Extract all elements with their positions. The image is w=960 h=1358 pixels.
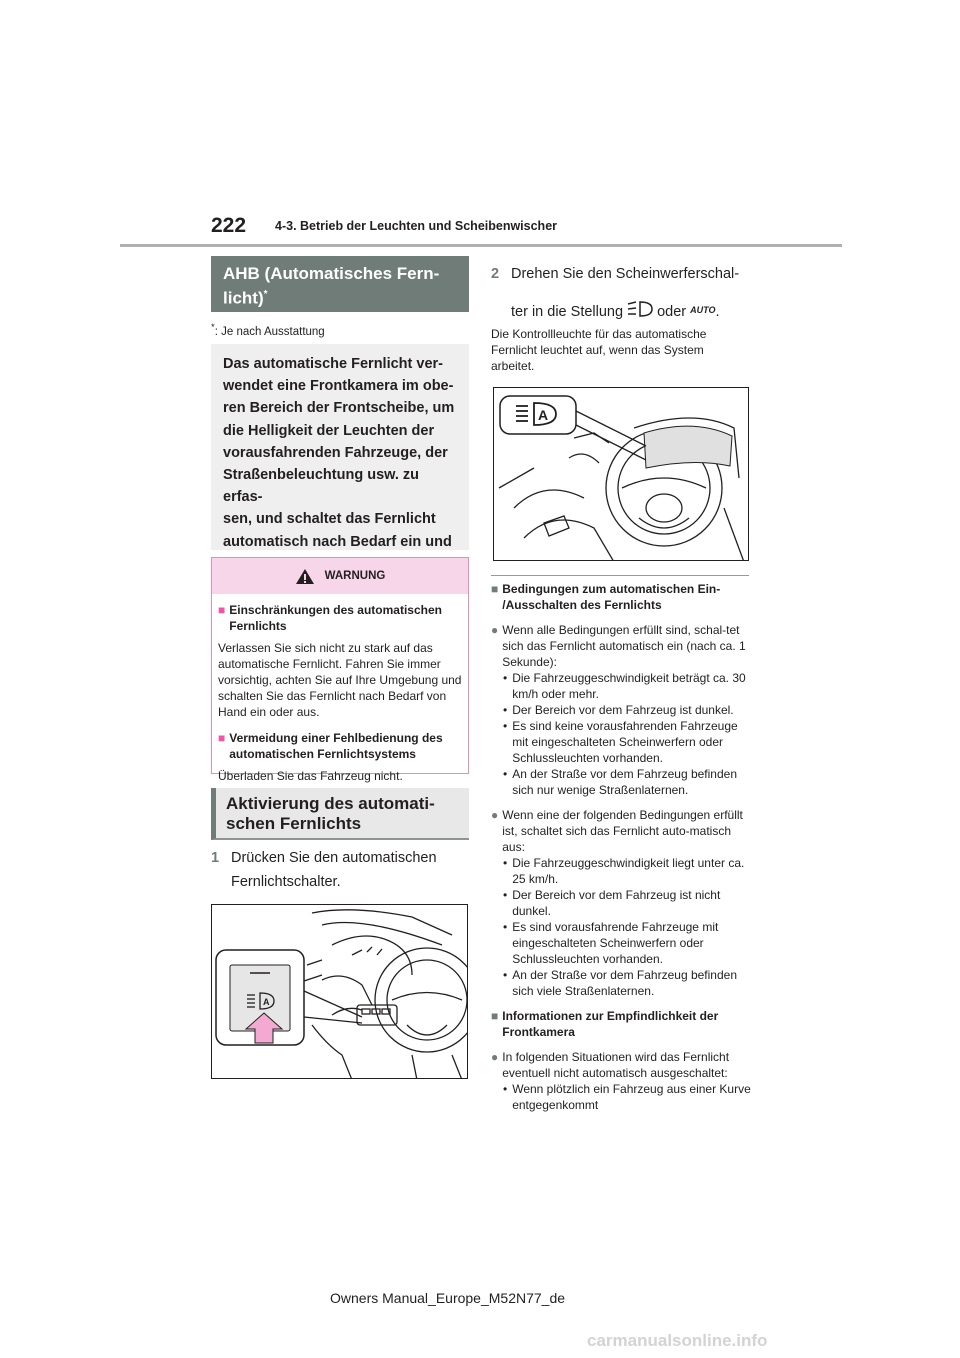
info-title-l1: Informationen zur Empfindlichkeit der (502, 1009, 719, 1023)
on-bullets (491, 670, 751, 798)
list-item-text: Die Fahrzeuggeschwindigkeit beträgt ca. 30 km/h oder mehr. (512, 671, 746, 701)
ahb-heading-line2-wrap (223, 284, 457, 309)
list-item (503, 718, 751, 766)
ahb-heading (211, 256, 469, 312)
step-2 (491, 256, 751, 330)
step-2-l2a: ter in die Stellung (511, 304, 624, 320)
info-title-text (502, 1008, 718, 1040)
list-item-text: An der Straße vor dem Fahrzeug befinden sich nur wenige Straßenlaternen. (512, 767, 737, 797)
intro-line: Straßenbeleuchtung usw. zu erfas- (223, 467, 420, 506)
dot-bullet-icon: • (503, 703, 508, 717)
list-item-text: Es sind vorausfahrende Fahrzeuge mit eingeschalteten Scheinwerfern oder Schlussleuchten vorhanden. (512, 920, 719, 966)
dashboard-switch-illustration (212, 905, 468, 1079)
step-2-number: 2 (491, 266, 500, 282)
warning-item1-title-l2: Fernlichts (229, 619, 287, 633)
list-item (503, 919, 751, 967)
step-2-text (511, 256, 739, 330)
dot-bullet-icon: • (503, 1082, 508, 1096)
warning-item2-title (218, 730, 462, 762)
ahb-heading-line1: AHB (Automatisches Fern- (223, 264, 440, 283)
warning-item2-text: Überladen Sie das Fahrzeug nicht. (218, 769, 403, 783)
circle-bullet-icon: ● (491, 808, 499, 822)
auto-icon: AUTO (690, 305, 716, 315)
footnote (211, 322, 325, 338)
headlight-icon (627, 300, 653, 318)
conditions-title-l1: Bedingungen zum automatischen Ein- (502, 582, 721, 596)
footer-text: Owners Manual_Europe_M52N77_de (330, 1290, 566, 1306)
divider (491, 575, 749, 576)
svg-text:A: A (538, 407, 549, 423)
step-2-l2b: oder (657, 304, 687, 320)
list-item (503, 967, 751, 999)
svg-text:A: A (263, 997, 270, 1007)
off-intro: Wenn eine der folgenden Bedingungen erfüllt ist, schaltet sich das Fernlicht auto-matisch aus: (502, 808, 743, 854)
intro-line: sen, und schaltet das Fernlicht (223, 511, 436, 528)
list-item (503, 887, 751, 919)
intro-line: Das automatische Fernlicht ver- (223, 356, 443, 372)
warning-item2-title-l1: Vermeidung einer Fehlbedienung des (229, 731, 443, 745)
indicator-text: Die Kontrollleuchte für das automatische Fernlicht leuchtet auf, wenn das System arbeitet. (491, 327, 707, 373)
activation-heading-l2: schen Fernlichts (226, 814, 362, 833)
dot-bullet-icon: • (503, 671, 508, 685)
square-bullet-icon: ■ (218, 731, 226, 745)
on-conditions (491, 622, 751, 670)
warning-triangle-icon (295, 568, 315, 585)
list-item (503, 670, 751, 702)
intro-line: die Helligkeit der Leuchten der (223, 422, 435, 439)
list-item-text: Wenn plötzlich ein Fahrzeug aus einer Kurve entgegenkommt (512, 1082, 751, 1112)
info-title (491, 1008, 751, 1040)
dot-bullet-icon: • (503, 856, 508, 870)
step-1-l1: Drücken Sie den automatischen (231, 850, 437, 866)
warning-item1-title-text (229, 602, 442, 634)
conditions-title (491, 581, 751, 613)
header-rule (120, 244, 842, 247)
list-item-text: An der Straße vor dem Fahrzeug befinden sich viele Straßenlaternen. (512, 968, 737, 998)
activation-heading (211, 788, 469, 840)
circle-bullet-icon: ● (491, 1050, 499, 1064)
intro-box (211, 344, 469, 550)
activation-heading-l1: Aktivierung des automati- (226, 794, 435, 813)
square-bullet-icon: ■ (218, 603, 226, 617)
ahb-heading-line2: licht) (223, 288, 264, 308)
watermark: carmanualsonline.info (587, 1331, 768, 1350)
list-item-text: Die Fahrzeuggeschwindigkeit liegt unter ca. 25 km/h. (512, 856, 745, 886)
square-bullet-icon: ■ (491, 582, 499, 596)
warning-item2-title-l2: automatischen Fernlichtsystems (229, 747, 416, 761)
footnote-text: : Je nach Ausstattung (214, 325, 325, 338)
warning-item2-title-text (229, 730, 442, 762)
intro-line: vorausfahrenden Fahrzeuge, der (223, 444, 448, 461)
figure-ahb-switch (211, 904, 468, 1079)
cluster-illustration (494, 388, 749, 561)
warning-item1-text: Verlassen Sie sich nicht zu stark auf das automatische Fernlicht. Fahren Sie immer vorsichtig, achten Sie auf Ihre Umgebung und schalten Sie das Fernlicht nach Bedarf von Hand ein oder aus. (218, 641, 462, 719)
list-item (503, 702, 751, 718)
on-intro: Wenn alle Bedingungen erfüllt sind, schal-tet sich das Fernlicht automatisch ein (nach ca. 1 Sekunde): (502, 623, 746, 669)
list-item-text: Der Bereich vor dem Fahrzeug ist dunkel. (512, 703, 734, 717)
dot-bullet-icon: • (503, 968, 508, 982)
on-conditions-body (502, 622, 751, 670)
conditions-title-text (502, 581, 720, 613)
step-2-l2c: . (715, 304, 720, 320)
warning-header (212, 558, 468, 594)
dot-bullet-icon: • (503, 767, 508, 781)
step-1-number: 1 (211, 850, 220, 866)
dot-bullet-icon: • (503, 719, 508, 733)
page-number: 222 (211, 214, 247, 237)
info-bullets (491, 1081, 751, 1113)
step-2-l1: Drehen Sie den Scheinwerferschal- (511, 266, 740, 282)
ahb-heading-sup: * (263, 289, 268, 300)
warning-box (211, 557, 469, 783)
footnote-mark: * (211, 322, 215, 333)
intro-line: automatisch nach Bedarf ein und (223, 533, 452, 550)
info-title-l2: Frontkamera (502, 1025, 575, 1039)
step-2-l2 (511, 292, 739, 330)
conditions-section (491, 581, 751, 1113)
step-1-text (231, 846, 437, 894)
off-conditions (491, 807, 751, 855)
warning-body (212, 594, 468, 790)
dot-bullet-icon: • (503, 920, 508, 934)
figure-indicator (493, 387, 749, 561)
list-item-text: Es sind keine vorausfahrenden Fahrzeuge mit eingeschalteten Scheinwerfern oder Schlussleuchten vorhanden. (512, 719, 738, 765)
warning-item1-title-l1: Einschränkungen des automatischen (229, 603, 442, 617)
dot-bullet-icon: • (503, 888, 508, 902)
off-bullets (491, 855, 751, 999)
list-item (503, 855, 751, 887)
step-1-l2: Fernlichtschalter. (231, 874, 341, 890)
warning-item1-title (218, 602, 462, 634)
info-intro: In folgenden Situationen wird das Fernlicht eventuell nicht automatisch ausgeschaltet: (502, 1050, 730, 1080)
intro-line: ren Bereich der Frontscheibe, um (223, 400, 455, 417)
list-item-text: Der Bereich vor dem Fahrzeug ist nicht dunkel. (512, 888, 721, 918)
warning-label: WARNUNG (324, 570, 386, 582)
step-1 (211, 846, 469, 894)
square-bullet-icon: ■ (491, 1009, 499, 1023)
section-title: 4-3. Betrieb der Leuchten und Scheibenwischer (275, 219, 558, 233)
intro-line: wendet eine Frontkamera im obe- (223, 378, 454, 395)
list-item (503, 766, 751, 798)
conditions-title-l2: /Ausschalten des Fernlichts (502, 598, 662, 612)
circle-bullet-icon: ● (491, 623, 499, 637)
list-item (503, 1081, 751, 1113)
info-conditions (491, 1049, 751, 1081)
